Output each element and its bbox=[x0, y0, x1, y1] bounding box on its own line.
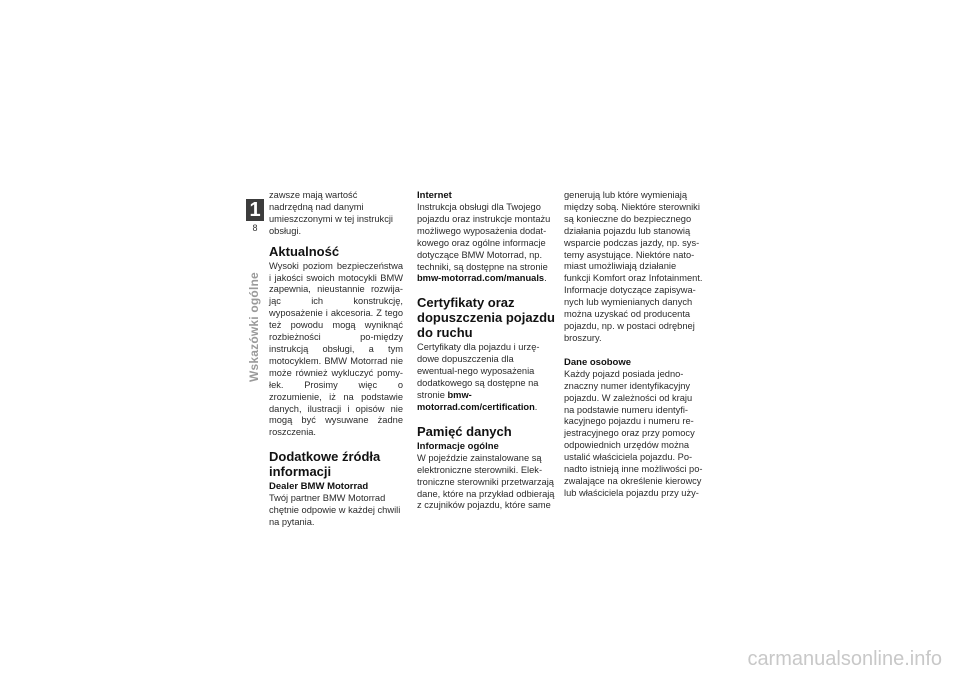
paragraph: W pojeździe zainstalowane są elektroniczne sterowniki. Elek-troniczne sterowniki przetwarzają dane, które na przykład odbierają z czujników pojazdu, które same bbox=[417, 452, 555, 511]
paragraph: generują lub które wymieniają między sobą. Niektóre sterowniki są konieczne do bezpiecznego działania pojazdu lub stanowią wsparcie podczas jazdy, np. sys-temy asystujące. Niektóre nato-miast umożliwiają działanie funkcji Komfort oraz Infotainment. Informacje dotyczące zapisywa-nych lub wymienianych danych można uzyskać od producenta pojazdu, np. w postaci odrębnej broszury. bbox=[564, 190, 703, 343]
chapter-tab bbox=[246, 199, 264, 239]
heading-certyfikaty: Certyfikaty oraz dopuszczenia pojazdu do ruchu bbox=[417, 295, 555, 341]
heading-dodatkowe-zrodla: Dodatkowe źródła informacji bbox=[269, 449, 381, 480]
paragraph-text: Certyfikaty dla pojazdu i urzę-dowe dopuszczenia dla ewentual-nego wyposażenia dodatkowego są dostępne na stronie bbox=[417, 342, 540, 400]
paragraph: Wysoki poziom bezpieczeństwa i jakości swoich motocykli BMW zapewnia, nieustannie rozwija-jąc ich konstrukcję, wyposażenie i akcesoria. Z tego też powodu mogą wyniknąć rozbieżności po-między instrukcją obsługi, a tym motocyklem. BMW Motorrad nie może również wykluczyć pomy-łek. Prosimy więc o zrozumienie, iż na podstawie danych, ilustracji i opisów nie mogą być wysuwane żadne roszczenia. bbox=[269, 260, 403, 438]
column-3 bbox=[564, 190, 704, 500]
subheading-internet: Internet bbox=[417, 190, 452, 201]
watermark: carmanualsonline.info bbox=[747, 648, 942, 670]
manuals-link[interactable]: bmw-motorrad.com/manuals bbox=[417, 273, 545, 284]
page-number: 8 bbox=[252, 223, 258, 233]
paragraph bbox=[417, 342, 555, 413]
paragraph bbox=[417, 202, 555, 285]
heading-pamiec-danych: Pamięć danych bbox=[417, 423, 512, 439]
column-1 bbox=[269, 190, 403, 529]
paragraph: Każdy pojazd posiada jedno-znaczny numer identyfikacyjny pojazdu. W zależności od kraju na podstawie numeru identyfi-kacyjnego pojazdu i numeru re-jestracyjnego oraz przy pomocy odpowiednich urzędów można ustalić właściciela pojazdu. Po-nadto istnieją inne możliwości po-zwalające na określenie kierowcy lub właściciela pojazdu przy uży- bbox=[564, 368, 703, 498]
period: . bbox=[544, 273, 547, 284]
chapter-title: Wskazówki ogólne bbox=[247, 272, 261, 382]
subheading-informacje-ogolne: Informacje ogólne bbox=[417, 440, 499, 452]
subheading-dealer: Dealer BMW Motorrad bbox=[269, 481, 369, 493]
column-2 bbox=[417, 190, 555, 512]
subheading-dane-osobowe: Dane osobowe bbox=[564, 356, 632, 368]
chapter-number: 1 bbox=[246, 199, 264, 221]
period: . bbox=[534, 401, 538, 412]
certification-link[interactable]: bmw-motorrad.com/certification bbox=[417, 389, 535, 412]
paragraph: zawsze mają wartość nadrzędną nad danymi umieszczonymi w tej instrukcji obsługi. bbox=[269, 190, 393, 236]
heading-aktualnosc: Aktualność bbox=[269, 243, 340, 259]
paragraph-text: Instrukcja obsługi dla Twojego pojazdu oraz instrukcje montażu możliwego wyposażenia dodat-kowego oraz ogólne informacje dotyczące BMW Motorrad, np. techniki, są dostępne na stronie bbox=[417, 202, 551, 272]
paragraph: Twój partner BMW Motorrad chętnie odpowie w każdej chwili na pytania. bbox=[269, 493, 401, 528]
